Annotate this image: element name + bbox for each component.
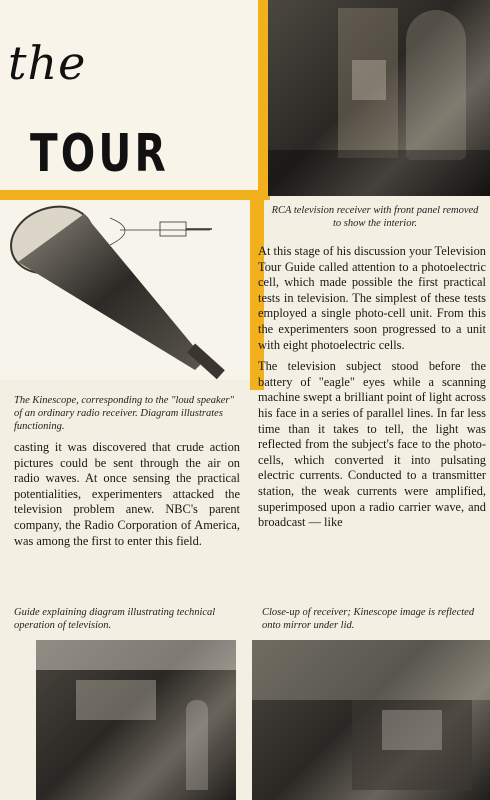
- title-tour: TOUR: [30, 124, 169, 184]
- title-the: the: [8, 36, 87, 90]
- right-paragraph-2: The television subject stood before the battery of "eagle" eyes while a scanning machine swept a brilliant point of light across his face in a series of parallel lines. In far less time than it takes to tell, the light was reflected from the subject's face to the photo-cells, which converted it into pulsating electric currents. Conducted to a transmitter station, the weak currents were amplified, superimposed upon a radio carrier wave, and broadcast — like: [258, 359, 486, 530]
- photo-guide-group: [36, 640, 236, 800]
- title-panel: [0, 0, 258, 190]
- left-paragraph-1: casting it was discovered that crude action pictures could be sent through the air on radio waves. At once sensing the practical potentialities, experimenters attacked the television problem anew. NBC's parent company, the Radio Corporation of America, was among the first to enter this field.: [14, 440, 240, 548]
- right-column-text: [258, 244, 486, 537]
- kinescope-tube-illustration: [0, 200, 250, 380]
- left-column-text: [14, 440, 240, 555]
- caption-guide: Guide explaining diagram illustrating technical operation of television.: [14, 607, 216, 631]
- photo-receiver-closeup: [252, 640, 490, 800]
- right-paragraph-1: At this stage of his discussion your Television Tour Guide called attention to a photoelectric cell, which made possible the first practical tests in television. The simplest of these tests employed a single photo-cell unit. From this the experimenters soon progressed to a unit with eight photoelectric cells.: [258, 244, 486, 352]
- photo-rca-receiver: [268, 0, 490, 196]
- caption-kinescope: The Kinescope, corresponding to the "loud speaker" of an ordinary radio receiver. Diagram illustrates functioning.: [14, 395, 234, 432]
- kinescope-diagram: [0, 200, 250, 380]
- caption-closeup: Close-up of receiver; Kinescope image is reflected onto mirror under lid.: [262, 607, 475, 631]
- caption-receiver: RCA television receiver with front panel removed to show the interior.: [271, 205, 479, 229]
